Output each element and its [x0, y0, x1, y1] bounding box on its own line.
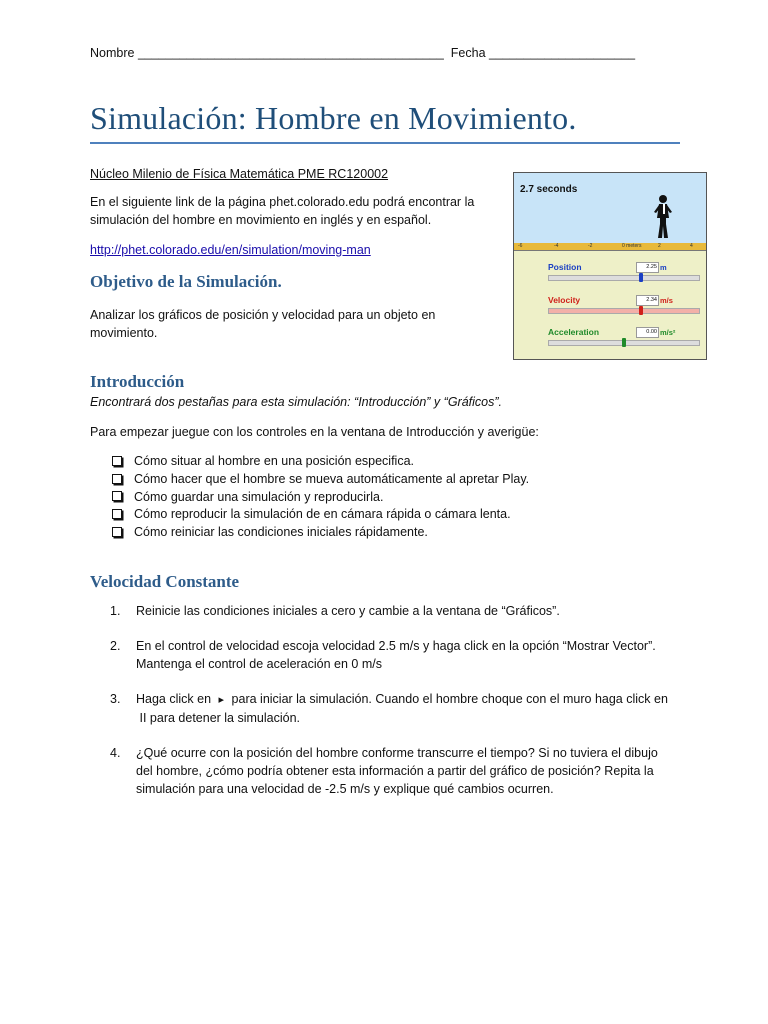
simulation-screenshot	[513, 172, 707, 360]
step-text: Reinicie las condiciones iniciales a cero y cambie a la ventana de “Gráficos”.	[136, 604, 560, 618]
title-divider	[90, 142, 680, 144]
position-value[interactable]: 2.25	[636, 262, 659, 273]
introduccion-lead: Para empezar juegue con los controles en la ventana de Introducción y averigüe:	[90, 425, 539, 439]
velocity-value[interactable]: 2.34	[636, 295, 659, 306]
checklist-item-text: Cómo reiniciar las condiciones iniciales rápidamente.	[134, 525, 428, 540]
checklist-item	[112, 488, 529, 506]
introduccion-heading: Introducción	[90, 372, 185, 391]
step-text: En el control de velocidad escoja velocidad 2.5 m/s y haga click en la opción “Mostrar Vector”. Mantenga el control de aceleración en 0 m/s	[136, 639, 656, 671]
acceleration-value[interactable]: 0.00	[636, 327, 659, 338]
checkbox-icon[interactable]	[112, 509, 122, 519]
checklist-item-text: Cómo situar al hombre en una posición especifica.	[134, 453, 415, 468]
position-label: Position	[548, 262, 582, 272]
checkbox-icon[interactable]	[112, 491, 122, 501]
step-text-part: Haga click en	[136, 692, 212, 706]
tick-label: -6	[518, 243, 523, 249]
step-number: 3.	[110, 692, 121, 706]
acceleration-label: Acceleration	[548, 327, 600, 337]
sim-time-readout: 2.7 seconds	[520, 184, 578, 195]
fecha-blank[interactable]: _____________________	[489, 46, 636, 60]
phet-link[interactable]: http://phet.colorado.edu/en/simulation/moving-man	[90, 243, 371, 257]
step-text	[136, 690, 675, 727]
checklist-item	[112, 505, 529, 523]
objetivo-heading: Objetivo de la Simulación.	[90, 272, 282, 291]
tick-label: -4	[554, 243, 559, 249]
step-1	[110, 602, 675, 620]
tick-label: -2	[588, 243, 593, 249]
checklist-item-text: Cómo guardar una simulación y reproducirla.	[134, 489, 384, 504]
velocity-slider-thumb[interactable]	[639, 306, 643, 315]
tick-label: 4	[690, 243, 693, 249]
position-slider-thumb[interactable]	[639, 273, 643, 282]
checkbox-icon[interactable]	[112, 527, 122, 537]
position-slider[interactable]	[548, 275, 700, 281]
step-text-part: para iniciar la simulación. Cuando el hombre choque con el muro haga click en	[231, 692, 668, 706]
velocity-slider[interactable]	[548, 308, 700, 314]
step-2	[110, 637, 675, 673]
checklist-item-text: Cómo reproducir la simulación de en cámara rápida o cámara lenta.	[134, 507, 511, 522]
step-number: 2.	[110, 639, 121, 653]
velocidad-steps	[110, 602, 675, 798]
velocity-label: Velocity	[548, 295, 581, 305]
tick-label: 2	[658, 243, 661, 249]
step-4	[110, 744, 675, 798]
acceleration-slider-thumb[interactable]	[622, 338, 626, 347]
checklist-item	[112, 452, 529, 470]
tick-label: 0 meters	[622, 243, 642, 249]
checkbox-icon[interactable]	[112, 456, 122, 466]
checklist-item	[112, 523, 529, 541]
pause-icon: II	[139, 711, 147, 725]
play-icon: ▸	[218, 694, 225, 706]
sim-ground	[514, 243, 706, 251]
step-text: ¿Qué ocurre con la posición del hombre conforme transcurre el tiempo? Si no tuviera el dibujo del hombre, ¿cómo podría obtener esta información a partir del gráfico de posición? Repita la simulación para una velocidad de -2.5 m/s y explique qué cambios ocurren.	[136, 746, 658, 796]
page-title: Simulación: Hombre en Movimiento.	[90, 100, 577, 136]
checkbox-icon[interactable]	[112, 474, 122, 484]
step-3	[110, 690, 675, 727]
intro-paragraph: En el siguiente link de la página phet.colorado.edu podrá encontrar la simulación del hombre en movimiento en inglés y en español.	[90, 195, 475, 227]
checklist-item	[112, 470, 529, 488]
step-number: 4.	[110, 746, 121, 760]
velocidad-heading: Velocidad Constante	[90, 572, 240, 591]
acceleration-unit: m/s²	[660, 328, 676, 337]
step-text-part: para detener la simulación.	[149, 711, 301, 725]
velocity-unit: m/s	[660, 296, 673, 305]
walking-man-icon	[652, 194, 674, 240]
introduccion-italic-note: Encontrará dos pestañas para esta simulación: “Introducción” y “Gráficos”.	[90, 395, 502, 409]
checklist-item-text: Cómo hacer que el hombre se mueva automáticamente al apretar Play.	[134, 471, 530, 486]
nombre-label: Nombre	[90, 46, 135, 60]
introduccion-checklist	[112, 452, 529, 541]
header-line	[90, 46, 635, 60]
step-number: 1.	[110, 604, 121, 618]
institution-subtitle: Núcleo Milenio de Física Matemática PME RC120002	[90, 167, 389, 181]
objetivo-text: Analizar los gráficos de posición y velocidad para un objeto en movimiento.	[90, 308, 436, 340]
fecha-label: Fecha	[450, 46, 486, 60]
position-unit: m	[660, 263, 667, 272]
nombre-blank[interactable]: ____________________________________________	[137, 46, 444, 60]
